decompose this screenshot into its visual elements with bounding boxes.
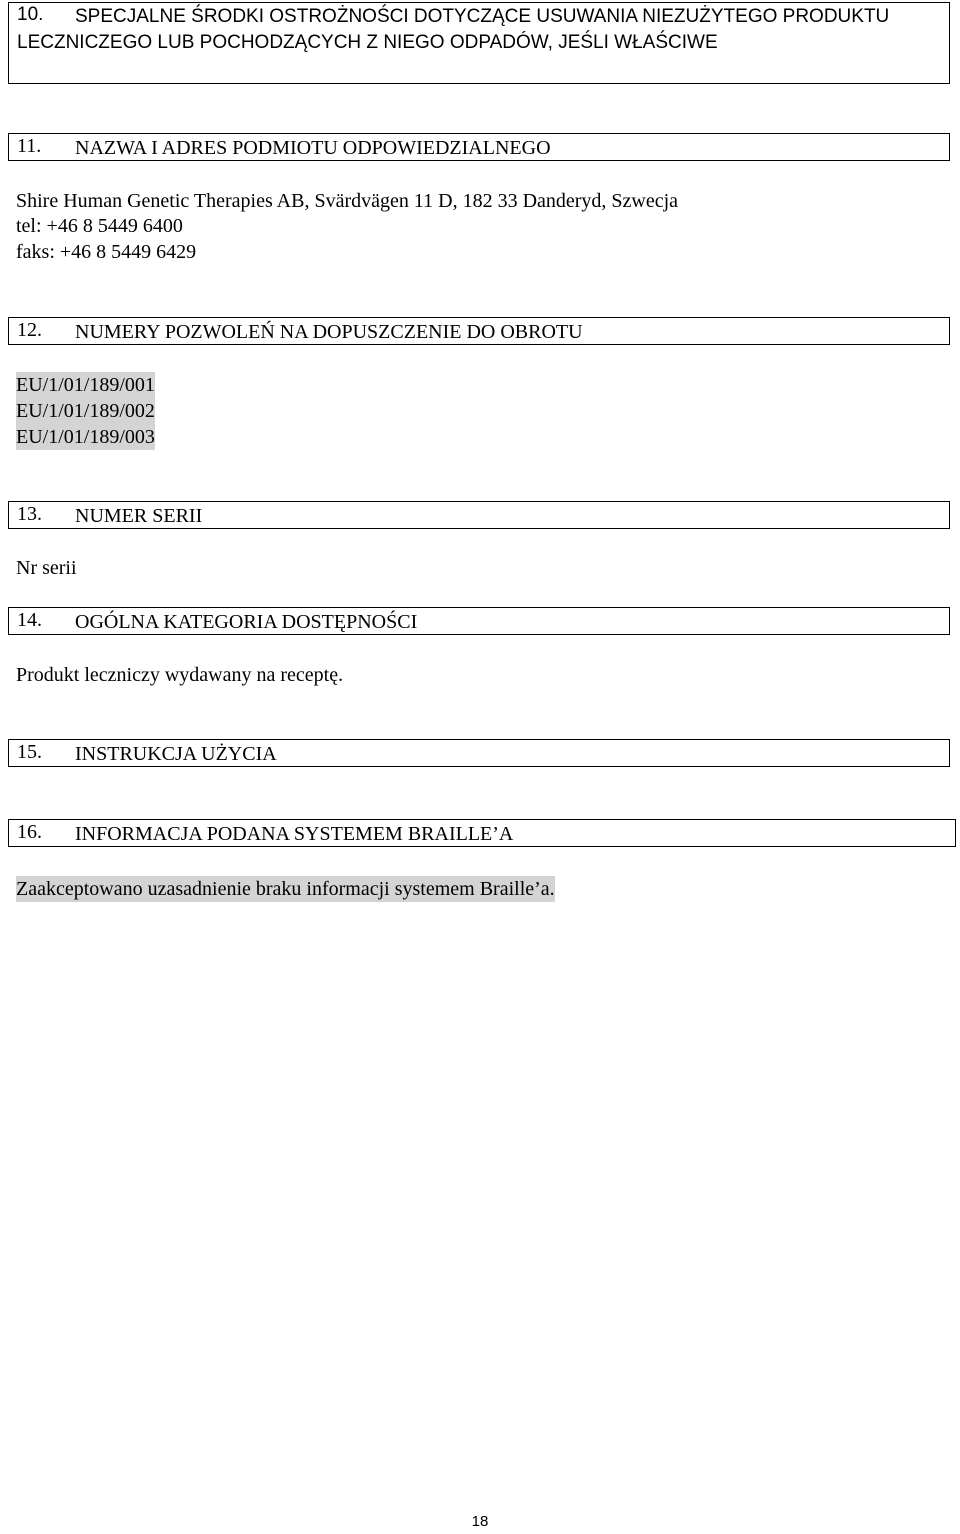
section-13-title: NUMER SERII: [75, 505, 203, 527]
section-10-header: [8, 2, 950, 84]
authorisation-number: EU/1/01/189/001: [16, 374, 155, 396]
section-16-header: [8, 819, 956, 847]
holder-fax: faks: +46 8 5449 6429: [16, 241, 197, 263]
section-10-number: 10.: [17, 4, 44, 25]
section-16-title: INFORMACJA PODANA SYSTEMEM BRAILLE’A: [75, 823, 514, 845]
braille-text: Zaakceptowano uzasadnienie braku informacji systemem Braille’a.: [16, 878, 555, 900]
holder-phone: tel: +46 8 5449 6400: [16, 215, 183, 237]
section-12-title: NUMERY POZWOLEŃ NA DOPUSZCZENIE DO OBROTU: [75, 321, 583, 343]
section-12-number: 12.: [17, 319, 42, 341]
section-15-number: 15.: [17, 741, 42, 763]
page-number: 18: [471, 1513, 489, 1530]
authorisation-number: EU/1/01/189/002: [16, 400, 155, 422]
section-11-number: 11.: [17, 135, 42, 157]
section-13-header: [8, 501, 950, 529]
section-11-title: NAZWA I ADRES PODMIOTU ODPOWIEDZIALNEGO: [75, 137, 551, 159]
section-13-number: 13.: [17, 503, 42, 525]
section-14-title: OGÓLNA KATEGORIA DOSTĘPNOŚCI: [75, 611, 418, 633]
section-10-title: SPECJALNE ŚRODKI OSTROŻNOŚCI DOTYCZĄCE USUWANIA NIEZUŻYTEGO PRODUKTU LECZNICZEGO LUB POCHODZĄCYCH Z NIEGO ODPADÓW, JEŚLI WŁAŚCIWE: [17, 6, 890, 53]
section-11-header: [8, 133, 950, 161]
section-15-title: INSTRUKCJA UŻYCIA: [75, 743, 277, 765]
section-15-header: [8, 739, 950, 767]
section-12-header: [8, 317, 950, 345]
batch-number-text: Nr serii: [16, 557, 77, 579]
holder-address: Shire Human Genetic Therapies AB, Svärdvägen 11 D, 182 33 Danderyd, Szwecja: [16, 190, 679, 212]
section-16-number: 16.: [17, 821, 42, 843]
section-14-number: 14.: [17, 609, 42, 631]
supply-category-text: Produkt leczniczy wydawany na receptę.: [16, 664, 344, 686]
authorisation-number: EU/1/01/189/003: [16, 426, 155, 448]
section-14-header: [8, 607, 950, 635]
